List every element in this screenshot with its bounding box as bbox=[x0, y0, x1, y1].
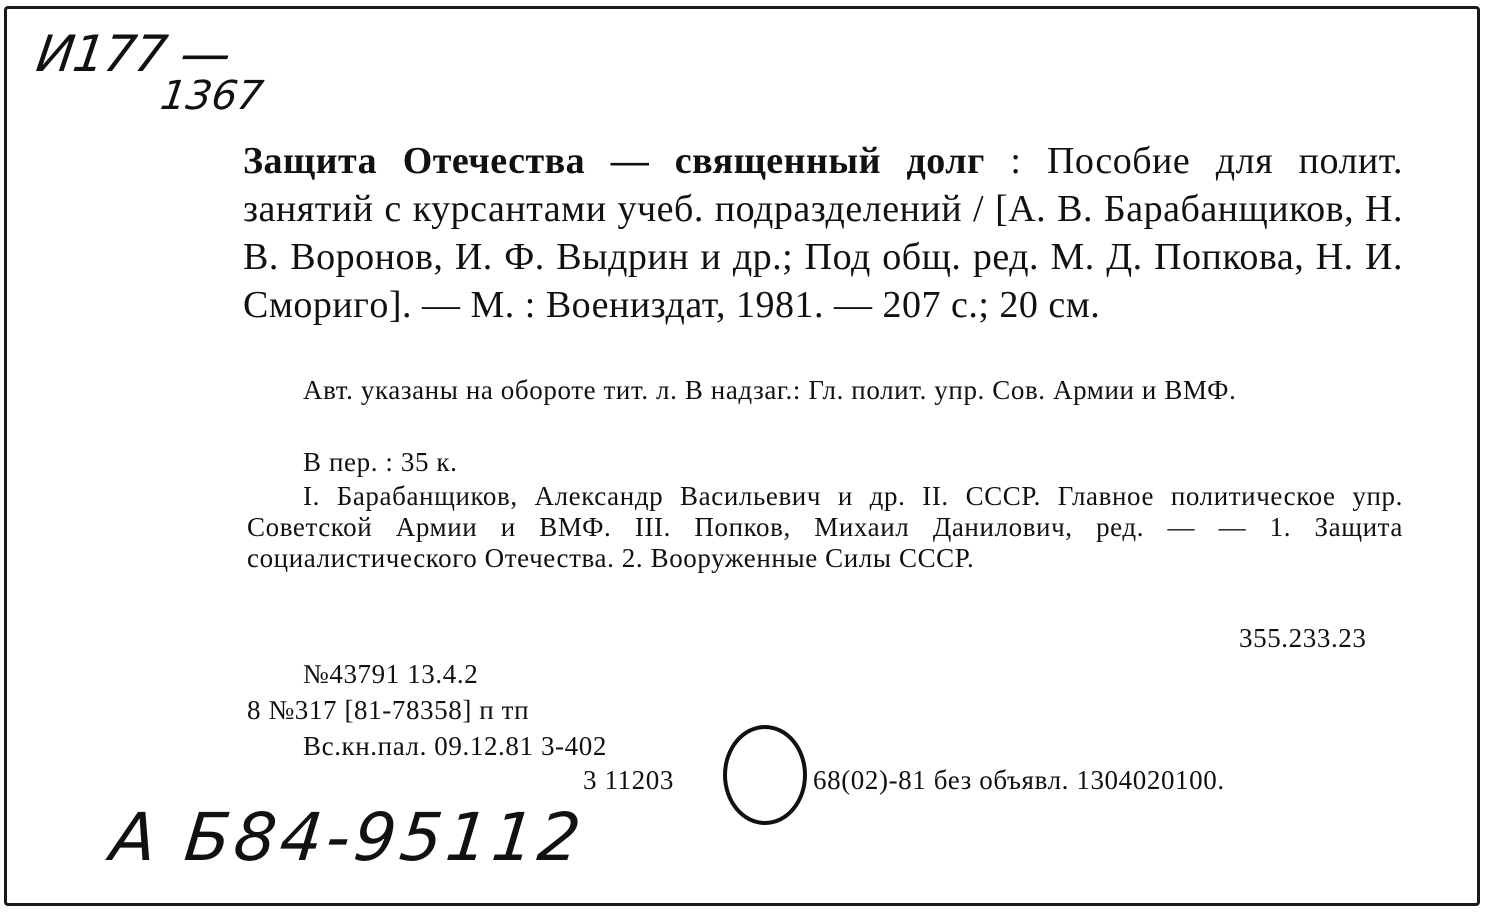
handwritten-top-code: И177 — bbox=[32, 25, 234, 83]
order-line: 8 №317 [81-78358] п тп bbox=[247, 695, 530, 725]
circle-mark bbox=[723, 725, 807, 825]
book-chamber-line: Вс.кн.пал. 09.12.81 3-402 bbox=[303, 731, 607, 761]
handwritten-bottom-code: А Б84-95112 bbox=[106, 799, 589, 876]
number-line: №43791 13.4.2 bbox=[303, 659, 479, 689]
code-line-right: 68(02)-81 без объявл. 1304020100. bbox=[813, 765, 1225, 795]
classification-code: 355.233.23 bbox=[1239, 623, 1367, 653]
catalog-card bbox=[4, 6, 1480, 906]
code-line-left: 3 11203 bbox=[583, 765, 674, 795]
book-title: Защита Отечества — священный долг bbox=[243, 140, 985, 182]
price-line: В пер. : 35 к. bbox=[303, 447, 458, 477]
bibliographic-details: : Пособие для полит. занятий с курсантами учеб. подразделений / [А. В. Барабанщиков, Н. В. Воронов, И. Ф. Выдрин и др.; Под общ. ред. М. Д. Попкова, Н. И. Сморигo]. — М. : Воениздат, 1981. — 207 с.; 20 см. bbox=[243, 140, 1403, 326]
handwritten-top-subcode: 1367 bbox=[157, 73, 267, 119]
bibliographic-description bbox=[243, 137, 1403, 329]
tracings: I. Барабанщиков, Александр Васильевич и др. II. СССР. Главное политическое упр. Советской Армии и ВМФ. III. Попков, Михаил Данилович, ред. — — 1. Защита социалистического Отечества. 2. Вооруженные Силы СССР. bbox=[247, 481, 1403, 573]
authors-note: Авт. указаны на обороте тит. л. В надзаг.: Гл. полит. упр. Сов. Армии и ВМФ. bbox=[303, 375, 1237, 405]
